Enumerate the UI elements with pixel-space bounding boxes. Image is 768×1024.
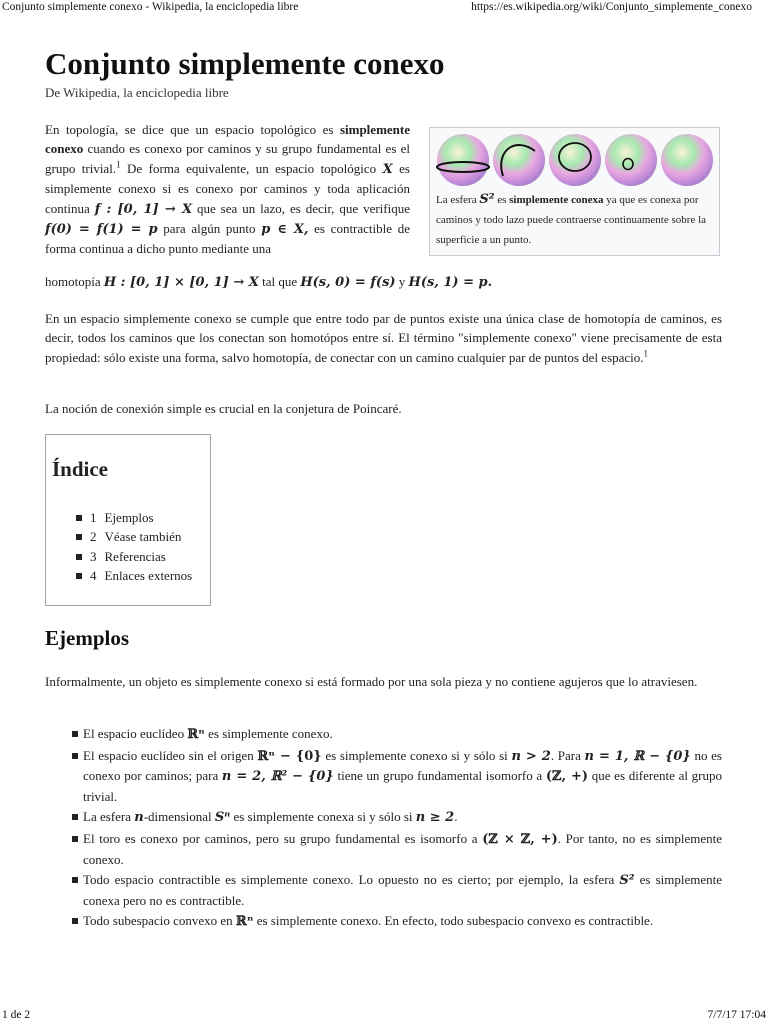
math-formula: X: [382, 161, 393, 177]
bold-term: simplemente conexo: [45, 122, 410, 157]
site-tagline: De Wikipedia, la enciclopedia libre: [45, 85, 229, 100]
toc-item-enlaces-externos[interactable]: 4 Enlaces externos: [76, 566, 192, 585]
intro-paragraph-tail: homotopía H : [0, 1] × [0, 1] → X tal que H(s, 0) = f(s) y H(s, 1) = p.: [45, 274, 493, 290]
print-footer-page-count: 1 de 2: [2, 1009, 31, 1021]
reference-link[interactable]: 1: [643, 348, 649, 359]
list-item: La esfera n-dimensional Sⁿ es simplemente conexa si y sólo si n ≥ 2.: [45, 807, 722, 828]
math-formula: ℝⁿ − {0}: [257, 748, 322, 764]
print-header-title: Conjunto simplemente conexo - Wikipedia, la enciclopedia libre: [2, 1, 299, 13]
math-formula: (ℤ × ℤ, +): [482, 831, 558, 847]
math-formula: H(s, 1) = p.: [408, 275, 493, 290]
math-formula: f(0) = f(1) = p: [45, 222, 158, 238]
math-formula: H(s, 0) = f(s): [300, 275, 396, 290]
math-formula: n ≥ 2: [415, 810, 455, 826]
section-heading-ejemplos: Ejemplos: [45, 626, 129, 650]
paragraph-homotopy: En un espacio simplemente conexo se cumple que entre todo par de puntos existe una única clase de homotopía de caminos, es decir, todos los caminos que los conectan son homotópos entre sí. El término "simplemente conexo" viene precisamente de esta propiedad: sólo existe una forma, salvo homotopía, de conectar con un camino cualquier par de puntos del espacio.$^1$: [45, 311, 722, 365]
math-formula: ℝⁿ: [235, 914, 254, 930]
math-formula: n = 2, ℝ² − {0}: [221, 769, 334, 785]
paragraph-poincare: La noción de conexión simple es crucial en la conjetura de Poincaré.: [45, 401, 402, 416]
figure-thumbnail: [429, 127, 720, 256]
paragraph-ejemplos-intro: Informalmente, un objeto es simplemente conexo si está formado por una sola pieza y no contiene agujeros que lo atraviesen.: [45, 674, 698, 689]
list-item: El espacio euclídeo sin el origen ℝⁿ − {0} es simplemente conexo si y sólo si n > 2. Para n = 1, ℝ − {0} no es conexo por caminos; para n = 2, ℝ² − {0} tiene un grupo fundamental isomorfo a (ℤ, +) que es diferente al grupo trivial.: [45, 746, 722, 807]
toc-item-vease-tambien[interactable]: 2 Véase también: [76, 527, 192, 546]
print-header-url: https://es.wikipedia.org/wiki/Conjunto_simplemente_conexo: [471, 1, 752, 13]
examples-list: [45, 724, 722, 933]
math-formula: n: [134, 810, 144, 826]
toc-list: [76, 508, 192, 586]
math-formula: f : [0, 1] → X: [94, 201, 193, 217]
list-item: El toro es conexo por caminos, pero su grupo fundamental es isomorfo a (ℤ × ℤ, +). Por tanto, no es simplemente conexo.: [45, 829, 722, 869]
math-formula: p ∈ X,: [261, 222, 309, 238]
table-of-contents: [45, 434, 211, 606]
math-formula: H : [0, 1] × [0, 1] → X: [103, 275, 259, 290]
toc-title: Índice: [52, 457, 109, 481]
page-title: Conjunto simplemente conexo: [45, 46, 445, 81]
intro-paragraph: En topología, se dice que un espacio topológico es simplemente conexo cuando es conexo por caminos y su grupo fundamental es el grupo trivial.$^1$ De forma equivalente, un espacio topológico X es simplemente conexo si es conexo por caminos y toda aplicación continua f : [0, 1] → X que sea un lazo, es decir, que verifique f(0) = f(1) = p para algún punto p ∈ X, es contractible de forma continua a dicho punto mediante una: [45, 122, 410, 257]
math-formula: n > 2: [511, 748, 551, 764]
sphere-loop-contraction-image[interactable]: [435, 131, 715, 189]
reference-link[interactable]: 1: [116, 159, 121, 170]
list-item: Todo espacio contractible es simplemente conexo. Lo opuesto no es cierto; por ejemplo, la esfera S² es simplemente conexa pero no es contractible.: [45, 870, 722, 910]
list-item: El espacio euclídeo ℝⁿ es simplemente conexo.: [45, 724, 722, 745]
math-formula: S²: [479, 192, 495, 207]
math-formula: ℝⁿ: [187, 727, 205, 742]
math-formula: (ℤ, +): [545, 769, 589, 785]
print-footer-timestamp: 7/7/17 17:04: [707, 1009, 766, 1021]
toc-item-ejemplos[interactable]: 1 Ejemplos: [76, 508, 192, 527]
math-formula: n = 1, ℝ − {0}: [584, 748, 691, 764]
math-formula: Sⁿ: [214, 810, 231, 826]
figure-caption: La esfera S² es simplemente conexa ya que es conexa por caminos y todo lazo puede contraerse continuamente sobre la superficie a un punto.: [436, 192, 707, 246]
list-item: Todo subespacio convexo en ℝⁿ es simplemente conexo. En efecto, todo subespacio convexo es contractible.: [45, 911, 722, 932]
math-formula: S²: [619, 873, 635, 889]
toc-item-referencias[interactable]: 3 Referencias: [76, 547, 192, 566]
